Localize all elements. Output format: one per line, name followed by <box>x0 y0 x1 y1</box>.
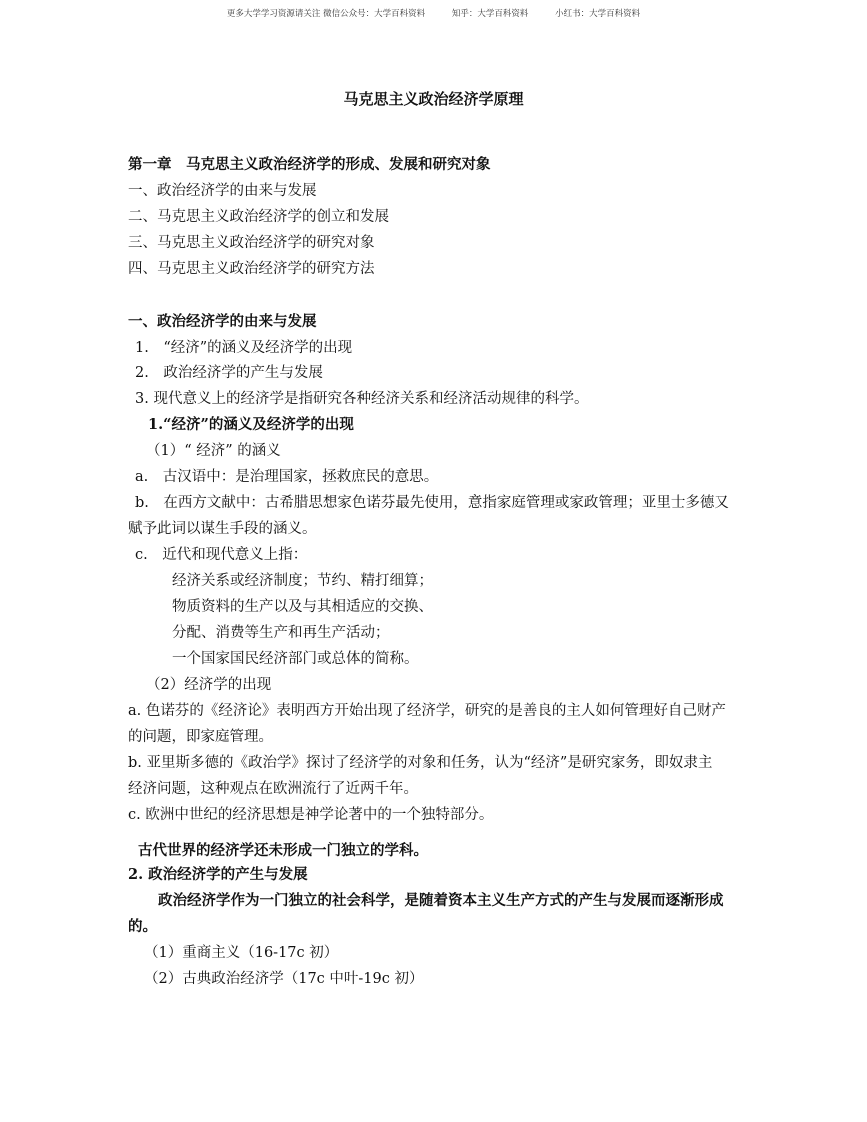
paragraph: 1. “经济”的涵义及经济学的出现 <box>135 340 353 356</box>
paragraph: 经济问题，这种观点在欧洲流行了近两千年。 <box>128 781 418 797</box>
header-left: 更多大学学习资源请关注 微信公众号：大学百科资料 <box>226 9 426 19</box>
paragraph: b. 在西方文献中：古希腊思想家色诺芬最先使用，意指家庭管理或家政管理；亚里士多德又 <box>135 495 729 511</box>
paragraph: 2. 政治经济学的产生与发展 <box>135 365 323 381</box>
paragraph: 赋予此词以谋生手段的涵义。 <box>128 521 317 537</box>
paragraph: （2）经济学的出现 <box>146 677 272 693</box>
paragraph: b. 亚里斯多德的《政治学》探讨了经济学的对象和任务，认为“经济”是研究家务，即奴隶主 <box>128 755 713 771</box>
toc-item: 四、马克思主义政治经济学的研究方法 <box>128 261 375 277</box>
paragraph: a. 古汉语中：是治理国家，拯救庶民的意思。 <box>135 469 439 485</box>
paragraph: （1）“ 经济” 的涵义 <box>146 443 281 459</box>
header-right: 小红书：大学百科资料 <box>555 9 641 19</box>
header-middle: 知乎：大学百科资料 <box>451 9 529 19</box>
page-header <box>0 7 867 19</box>
paragraph: （2）古典政治经济学（17c 中叶-19c 初） <box>144 971 424 987</box>
paragraph: 3. 现代意义上的经济学是指研究各种经济关系和经济活动规律的科学。 <box>135 391 589 407</box>
bold-statement: 的。 <box>128 918 157 935</box>
paragraph: a. 色诺芬的《经济论》表明西方开始出现了经济学，研究的是善良的主人如何管理好自己财产 <box>128 703 726 719</box>
chapter-heading: 第一章 马克思主义政治经济学的形成、发展和研究对象 <box>128 156 491 173</box>
toc-item: 二、马克思主义政治经济学的创立和发展 <box>128 209 389 225</box>
toc-item: 一、政治经济学的由来与发展 <box>128 183 317 199</box>
paragraph: c. 欧洲中世纪的经济思想是神学论著中的一个独特部分。 <box>128 807 494 823</box>
bold-statement: 古代世界的经济学还未形成一门独立的学科。 <box>138 842 428 859</box>
subsection-heading: 2. 政治经济学的产生与发展 <box>128 866 308 883</box>
section-heading: 一、政治经济学的由来与发展 <box>128 313 317 330</box>
paragraph: 物质资料的生产以及与其相适应的交换、 <box>172 599 433 615</box>
paragraph: 经济关系或经济制度；节约、精打细算； <box>172 573 433 589</box>
bold-statement: 政治经济学作为一门独立的社会科学，是随着资本主义生产方式的产生与发展而逐渐形成 <box>158 892 724 909</box>
paragraph: c. 近代和现代意义上指： <box>135 547 308 563</box>
paragraph: 分配、消费等生产和再生产活动； <box>172 625 390 641</box>
paragraph: 一个国家国民经济部门或总体的简称。 <box>172 651 419 667</box>
subsection-heading: 1.“经济”的涵义及经济学的出现 <box>148 416 354 433</box>
document-title: 马克思主义政治经济学原理 <box>343 90 524 108</box>
toc-item: 三、马克思主义政治经济学的研究对象 <box>128 235 375 251</box>
paragraph: 的问题，即家庭管理。 <box>128 729 273 745</box>
paragraph: （1）重商主义（16-17c 初） <box>144 945 339 961</box>
